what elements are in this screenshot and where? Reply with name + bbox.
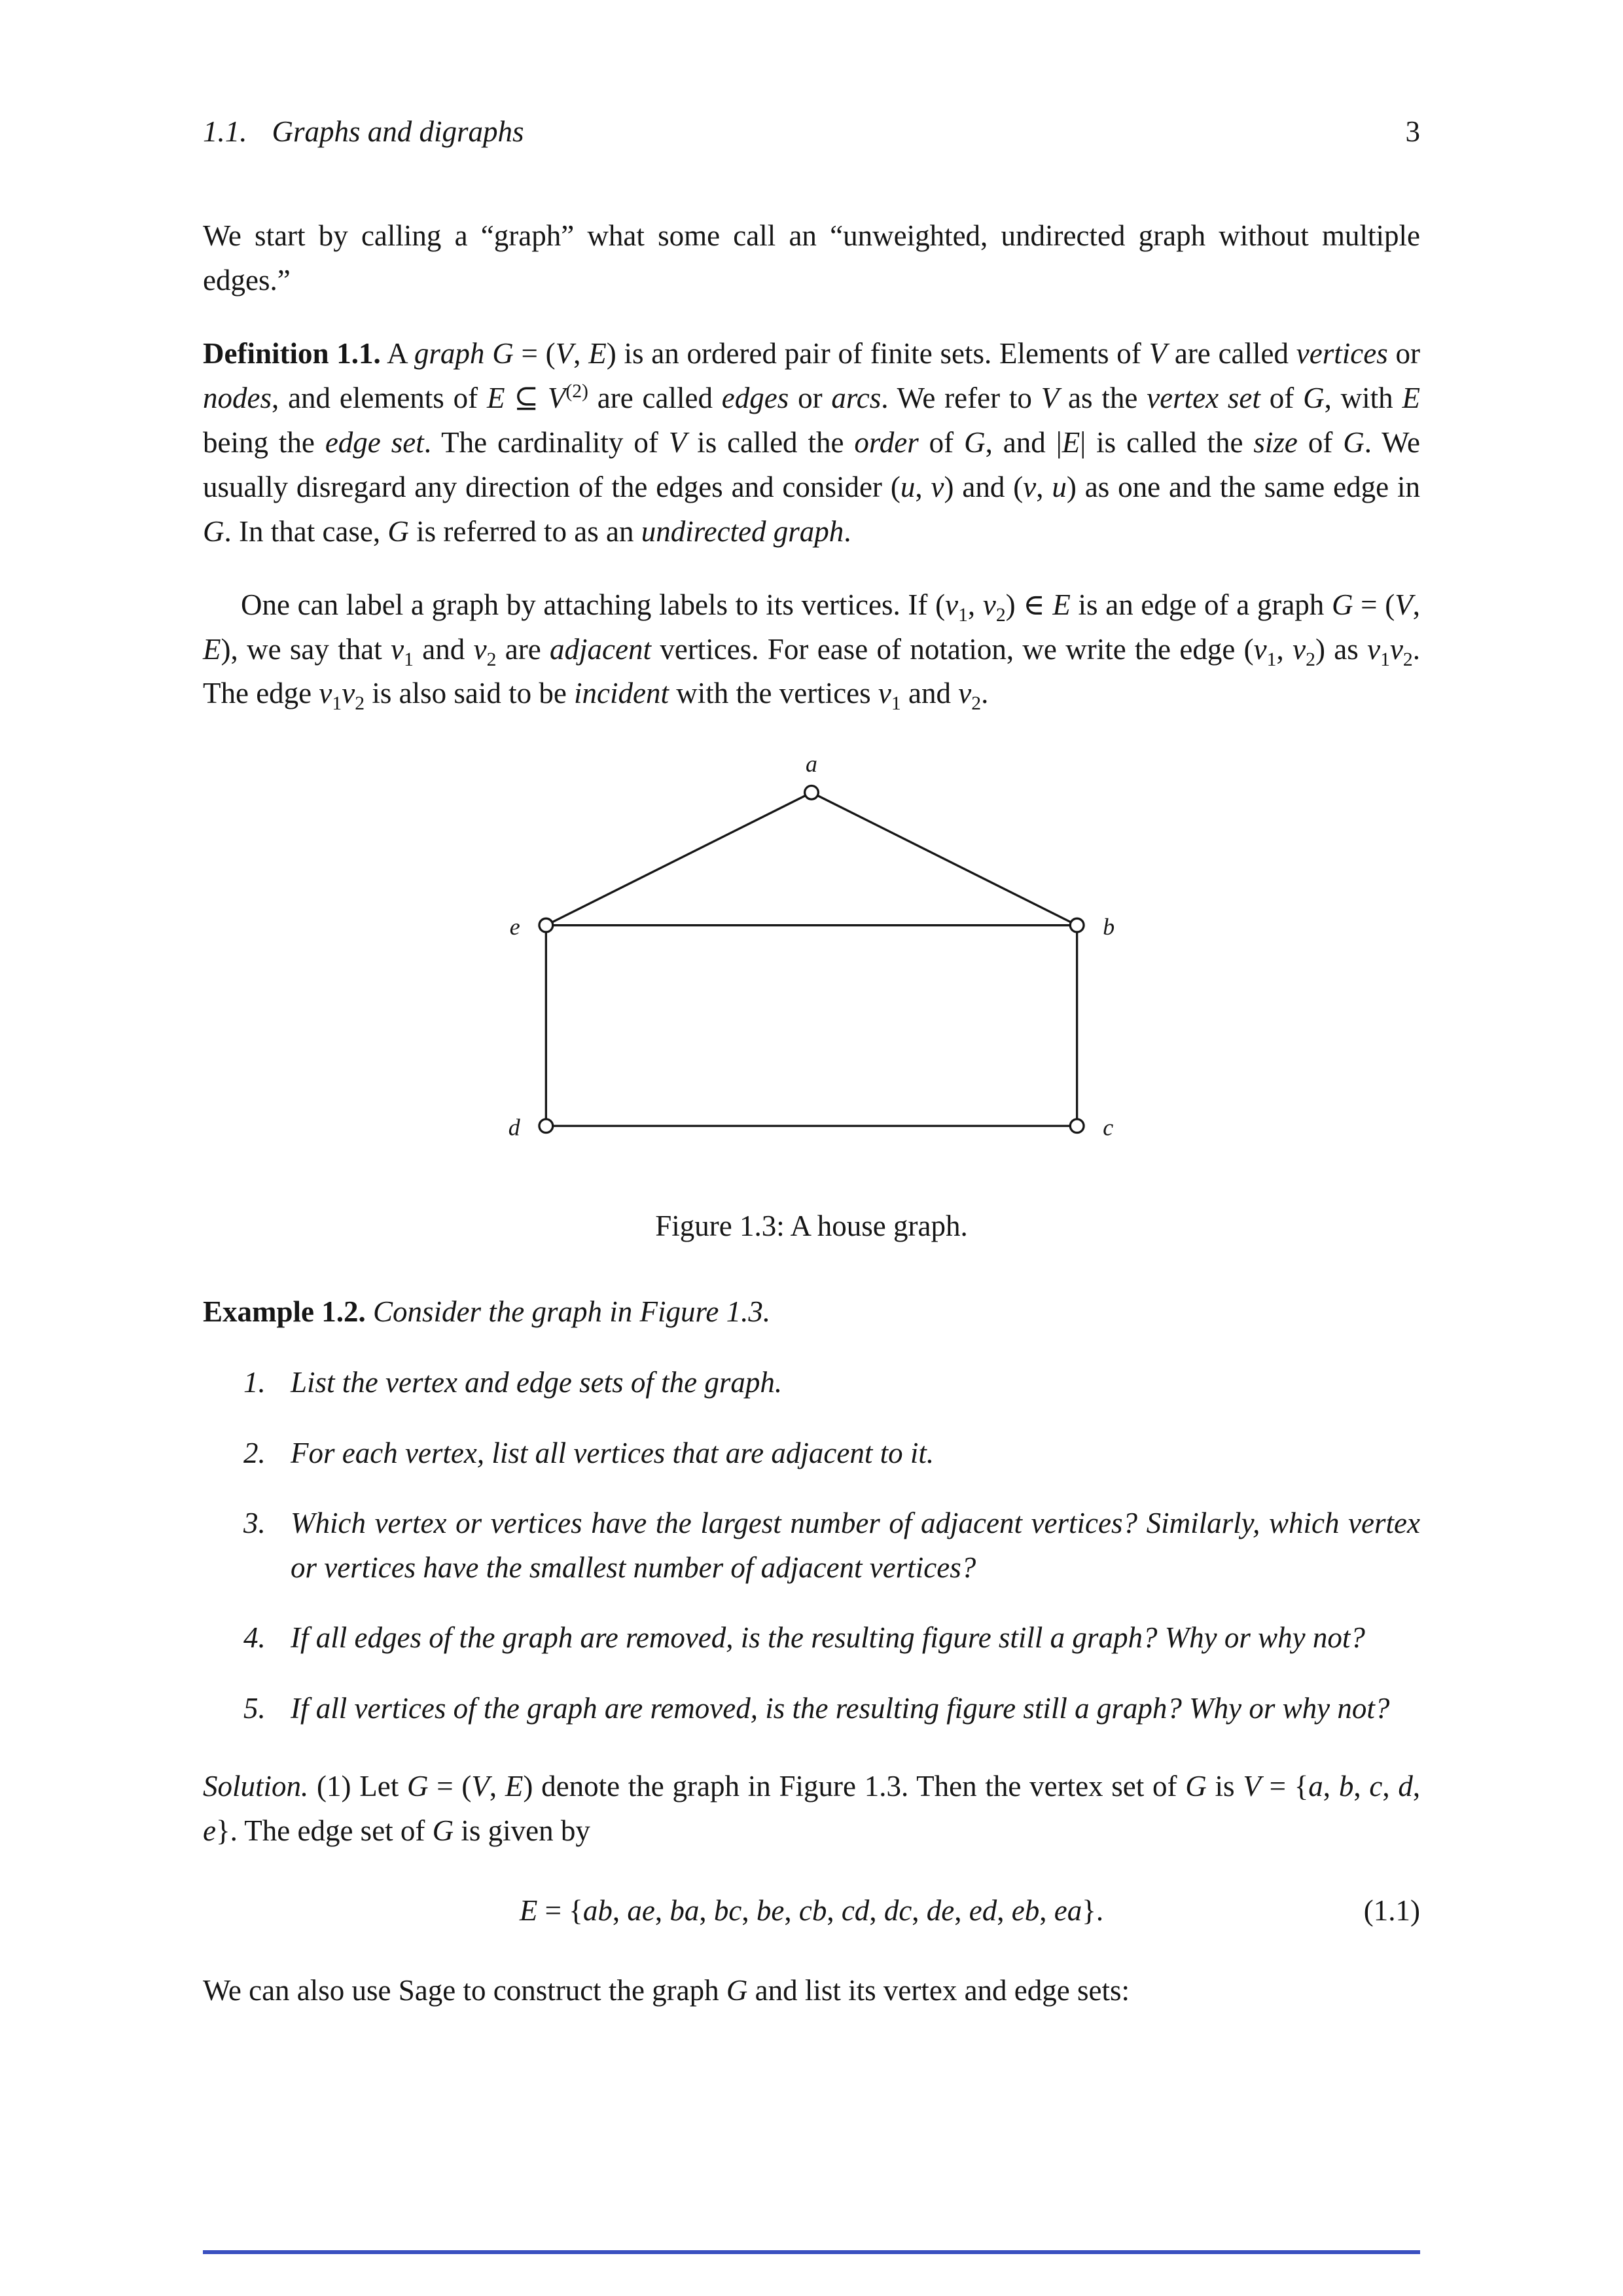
item-text: If all vertices of the graph are removed, is the resulting figure still a graph? Why or why not? [291,1691,1390,1725]
graph-vertex-d [539,1119,553,1133]
page-number: 3 [1405,115,1420,148]
graph-vertex-b [1070,919,1084,933]
graph-vertex-e [539,919,553,933]
graph-vertex-c [1070,1119,1084,1133]
running-section-title [203,115,524,149]
definition-paragraph: Definition 1.1. A graph G = (V, E) is an ordered pair of finite sets. Elements of V are called vertices or nodes, and elements of E ⊆ $V^{(2)}$ are called edges or arcs. We refer to V as the vertex set of G, with E being the edge set. The cardinality of V is called the order of G, and |E| is called the size of G. We usually disregard any direction of the edges and consider (u, v) and (v, u) as one and the same edge in G. In that case, G is referred to as an undirected graph. [203,336,1420,548]
page-header [203,115,1420,149]
example-item-4 [203,1616,1420,1660]
graph-edge-ae [546,793,812,925]
intro-paragraph: We start by calling a “graph” what some call an “unweighted, undirected graph without multiple edges.” [203,219,1420,296]
labeling-paragraph: One can label a graph by attaching labels to its vertices. If ($v_1$, $v_2$) ∈ E is an edge of a graph G = (V, E), we say that $v_1$ and $v_2$ are adjacent vertices. For ease of notation, we write the edge ($v_1$, $v_2$) as $v_1v_2$. The edge $v_1v_2$ is also said to be incident with the vertices $v_1$ and $v_2$. [203,588,1421,715]
equation [203,1889,1420,1933]
code-block-top-rule [203,2250,1420,2254]
vertex-label-a: a [806,755,817,778]
item-number: 4. [243,1621,266,1655]
example-item-2 [203,1431,1420,1476]
vertex-label-b: b [1103,914,1115,941]
item-number: 1. [243,1366,266,1399]
equation-number: (1.1) [1363,1894,1420,1928]
figure-caption: Figure 1.3: A house graph. [655,1210,968,1243]
example-item-3 [203,1501,1420,1590]
section-title: Graphs and digraphs [272,115,524,148]
example-item-5 [203,1687,1420,1731]
item-number: 5. [243,1691,266,1725]
house-graph-figure [203,755,1420,1243]
vertex-label-e: e [509,914,520,941]
graph-edge-ab [812,793,1077,925]
example-heading: Example 1.2. Consider the graph in Figure 1.3. [203,1295,771,1329]
item-number: 2. [243,1436,266,1469]
example-item-1 [203,1361,1420,1405]
house-graph-svg [484,755,1139,1175]
solution-paragraph: Solution. (1) Let G = (V, E) denote the graph in Figure 1.3. Then the vertex set of G is V = {a, b, c, d, e}. The edge set of G is given by [203,1770,1421,1848]
item-text: Which vertex or vertices have the largest number of adjacent vertices? Similarly, which vertex or vertices have the smallest number of adjacent vertices? [291,1507,1420,1584]
example-list [203,1361,1420,1731]
item-text: If all edges of the graph are removed, is the resulting figure still a graph? Why or why not? [291,1621,1365,1655]
equation-body: E = {ab, ae, ba, bc, be, cb, cd, dc, de, ed, eb, ea}. [519,1894,1104,1928]
closing-paragraph: We can also use Sage to construct the graph G and list its vertex and edge sets: [203,1973,1130,2007]
item-text: For each vertex, list all vertices that are adjacent to it. [291,1436,935,1469]
graph-vertex-a [805,786,819,800]
item-number: 3. [243,1507,266,1540]
section-number: 1.1. [203,115,247,148]
item-text: List the vertex and edge sets of the graph. [291,1366,783,1399]
vertex-label-d: d [508,1114,520,1141]
vertex-label-c: c [1103,1114,1114,1141]
